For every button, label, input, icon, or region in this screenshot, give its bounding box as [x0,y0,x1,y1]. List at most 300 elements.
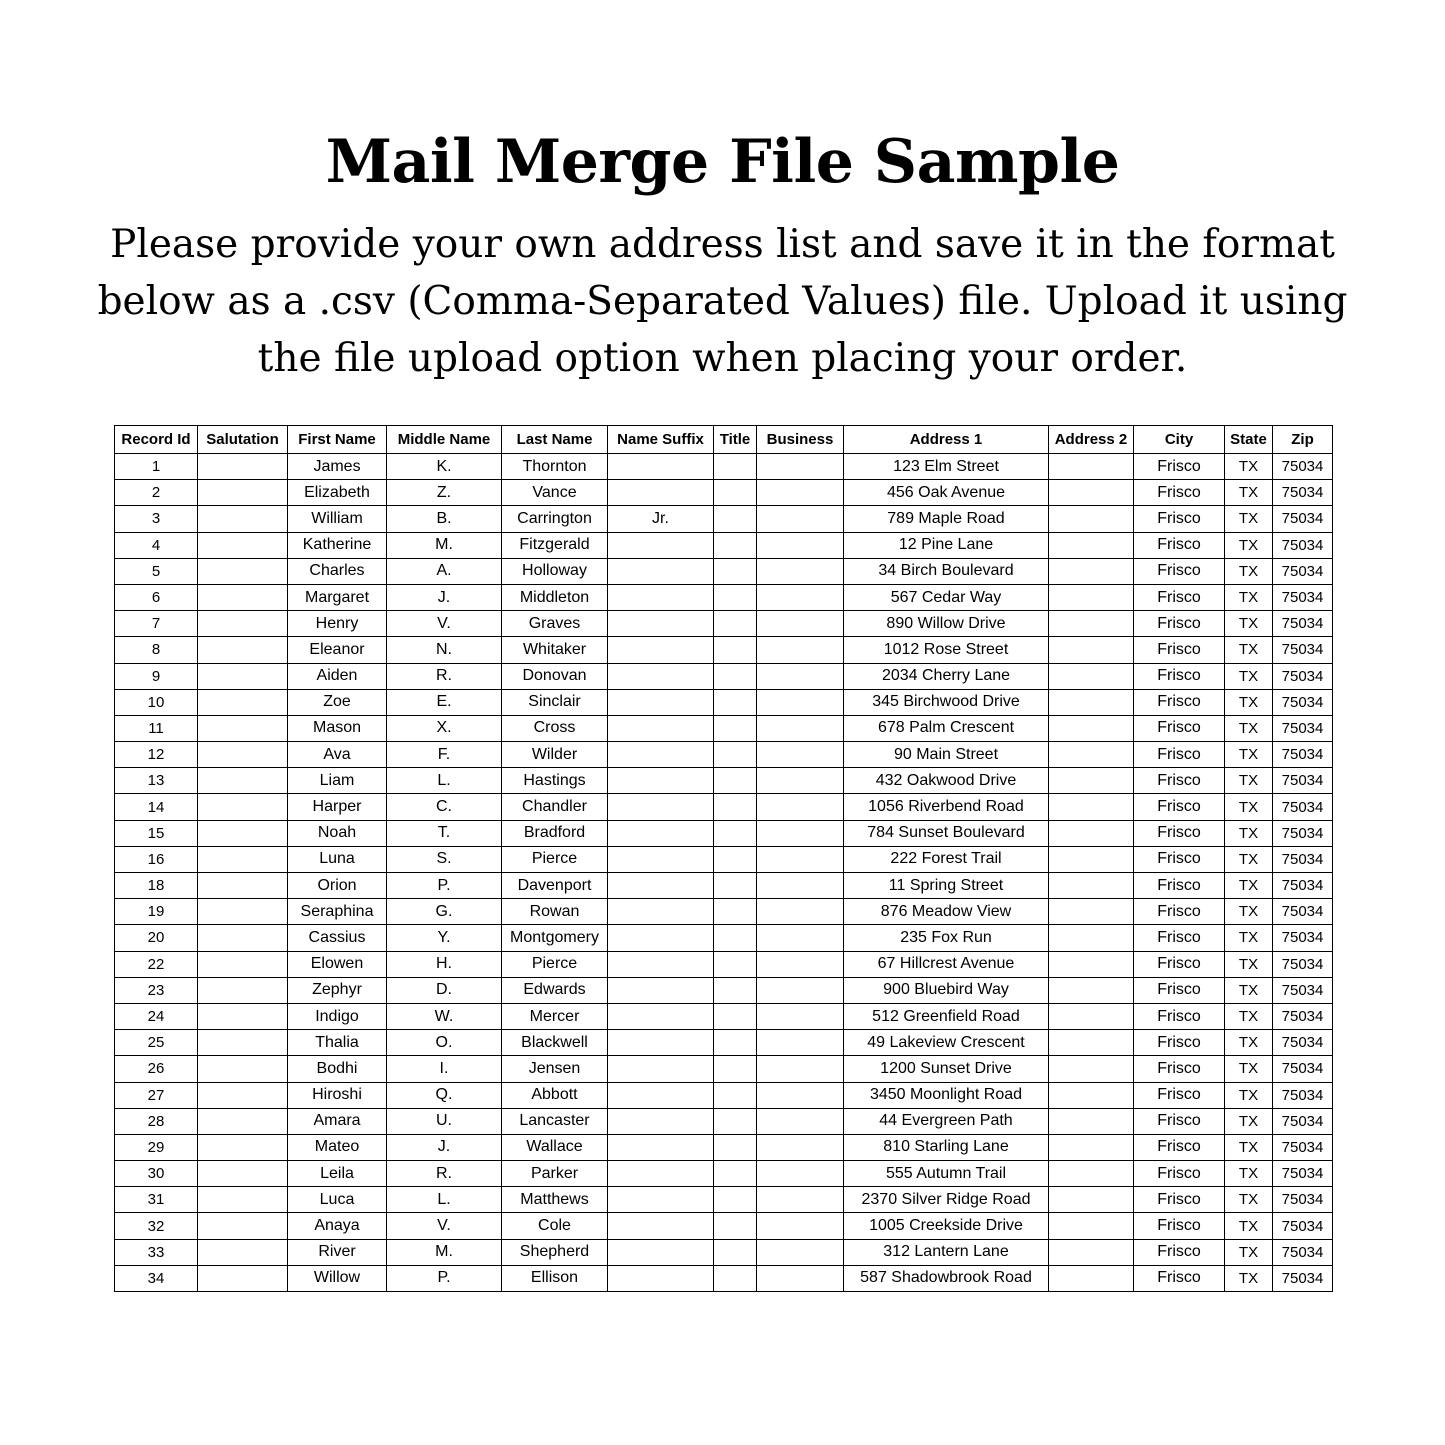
cell-record-id: 20 [115,925,198,951]
cell-address-1: 567 Cedar Way [844,584,1049,610]
cell-last-name: Holloway [502,558,608,584]
cell-city: Frisco [1134,611,1225,637]
cell-first-name: Indigo [288,1003,387,1029]
cell-last-name: Edwards [502,977,608,1003]
cell-last-name: Chandler [502,794,608,820]
cell-salutation [198,899,288,925]
cell-last-name: Parker [502,1161,608,1187]
cell-city: Frisco [1134,820,1225,846]
cell-city: Frisco [1134,454,1225,480]
cell-business [757,820,844,846]
cell-last-name: Lancaster [502,1108,608,1134]
cell-name-suffix [608,663,714,689]
cell-name-suffix [608,689,714,715]
cell-business [757,768,844,794]
cell-salutation [198,480,288,506]
cell-salutation [198,925,288,951]
cell-first-name: Charles [288,558,387,584]
cell-zip: 75034 [1273,611,1333,637]
cell-address-1: 235 Fox Run [844,925,1049,951]
cell-business [757,584,844,610]
cell-city: Frisco [1134,1030,1225,1056]
column-header-record-id: Record Id [115,426,198,454]
cell-address-1: 44 Evergreen Path [844,1108,1049,1134]
cell-zip: 75034 [1273,925,1333,951]
cell-name-suffix [608,873,714,899]
cell-first-name: Aiden [288,663,387,689]
cell-middle-name: A. [387,558,502,584]
cell-city: Frisco [1134,637,1225,663]
cell-business [757,1161,844,1187]
cell-city: Frisco [1134,742,1225,768]
cell-state: TX [1225,506,1273,532]
cell-address-2 [1049,1213,1134,1239]
cell-first-name: Willow [288,1265,387,1291]
cell-address-2 [1049,951,1134,977]
cell-zip: 75034 [1273,663,1333,689]
cell-record-id: 3 [115,506,198,532]
cell-state: TX [1225,1003,1273,1029]
cell-middle-name: U. [387,1108,502,1134]
table-row [115,506,1333,532]
column-header-address-1: Address 1 [844,426,1049,454]
cell-record-id: 14 [115,794,198,820]
cell-city: Frisco [1134,873,1225,899]
cell-title [714,951,757,977]
cell-state: TX [1225,1108,1273,1134]
cell-name-suffix [608,846,714,872]
cell-salutation [198,689,288,715]
cell-middle-name: G. [387,899,502,925]
cell-record-id: 34 [115,1265,198,1291]
cell-zip: 75034 [1273,1003,1333,1029]
cell-address-2 [1049,558,1134,584]
cell-city: Frisco [1134,768,1225,794]
cell-first-name: Mateo [288,1134,387,1160]
cell-address-1: 876 Meadow View [844,899,1049,925]
cell-city: Frisco [1134,977,1225,1003]
column-header-zip: Zip [1273,426,1333,454]
cell-address-1: 784 Sunset Boulevard [844,820,1049,846]
cell-middle-name: J. [387,1134,502,1160]
cell-address-1: 1056 Riverbend Road [844,794,1049,820]
cell-state: TX [1225,1030,1273,1056]
cell-title [714,532,757,558]
cell-record-id: 19 [115,899,198,925]
cell-middle-name: C. [387,794,502,820]
cell-title [714,558,757,584]
cell-name-suffix [608,899,714,925]
cell-first-name: Cassius [288,925,387,951]
cell-last-name: Graves [502,611,608,637]
cell-zip: 75034 [1273,977,1333,1003]
column-header-middle-name: Middle Name [387,426,502,454]
cell-name-suffix [608,1082,714,1108]
cell-name-suffix [608,480,714,506]
cell-business [757,558,844,584]
cell-address-1: 123 Elm Street [844,454,1049,480]
cell-city: Frisco [1134,506,1225,532]
cell-middle-name: O. [387,1030,502,1056]
cell-business [757,794,844,820]
cell-state: TX [1225,1239,1273,1265]
cell-name-suffix [608,637,714,663]
cell-address-2 [1049,584,1134,610]
cell-state: TX [1225,1265,1273,1291]
cell-salutation [198,1108,288,1134]
cell-state: TX [1225,480,1273,506]
cell-name-suffix: Jr. [608,506,714,532]
cell-title [714,584,757,610]
page-title: Mail Merge File Sample [325,127,1120,197]
cell-salutation [198,715,288,741]
cell-city: Frisco [1134,1265,1225,1291]
cell-business [757,663,844,689]
cell-business [757,637,844,663]
cell-zip: 75034 [1273,689,1333,715]
cell-last-name: Hastings [502,768,608,794]
cell-first-name: Bodhi [288,1056,387,1082]
cell-address-2 [1049,689,1134,715]
cell-business [757,1030,844,1056]
cell-city: Frisco [1134,1213,1225,1239]
cell-address-1: 49 Lakeview Crescent [844,1030,1049,1056]
cell-last-name: Pierce [502,951,608,977]
cell-business [757,532,844,558]
table-row [115,558,1333,584]
cell-zip: 75034 [1273,558,1333,584]
cell-name-suffix [608,1003,714,1029]
cell-salutation [198,1265,288,1291]
cell-address-1: 456 Oak Avenue [844,480,1049,506]
cell-address-1: 587 Shadowbrook Road [844,1265,1049,1291]
cell-middle-name: Y. [387,925,502,951]
cell-city: Frisco [1134,1239,1225,1265]
table-row [115,663,1333,689]
cell-state: TX [1225,558,1273,584]
cell-business [757,1265,844,1291]
column-header-address-2: Address 2 [1049,426,1134,454]
cell-city: Frisco [1134,899,1225,925]
cell-last-name: Wilder [502,742,608,768]
cell-record-id: 11 [115,715,198,741]
table-row [115,1239,1333,1265]
cell-record-id: 32 [115,1213,198,1239]
cell-first-name: Henry [288,611,387,637]
cell-address-2 [1049,1187,1134,1213]
cell-middle-name: Z. [387,480,502,506]
column-header-last-name: Last Name [502,426,608,454]
cell-last-name: Middleton [502,584,608,610]
page-instructions: Please provide your own address list and save it in the format below as a .csv (Comma-Separated Values) file. Upload it using the file upload option when placing your order. [97,222,1348,381]
cell-zip: 75034 [1273,637,1333,663]
column-header-name-suffix: Name Suffix [608,426,714,454]
cell-state: TX [1225,951,1273,977]
cell-record-id: 9 [115,663,198,689]
cell-title [714,715,757,741]
cell-title [714,1003,757,1029]
cell-city: Frisco [1134,480,1225,506]
cell-state: TX [1225,1161,1273,1187]
table-row [115,1161,1333,1187]
cell-business [757,715,844,741]
cell-state: TX [1225,794,1273,820]
cell-name-suffix [608,820,714,846]
cell-zip: 75034 [1273,951,1333,977]
cell-state: TX [1225,820,1273,846]
cell-state: TX [1225,637,1273,663]
cell-address-2 [1049,611,1134,637]
cell-title [714,480,757,506]
cell-zip: 75034 [1273,1056,1333,1082]
cell-last-name: Davenport [502,873,608,899]
cell-salutation [198,558,288,584]
cell-business [757,925,844,951]
cell-title [714,637,757,663]
cell-salutation [198,768,288,794]
cell-zip: 75034 [1273,1161,1333,1187]
cell-zip: 75034 [1273,820,1333,846]
cell-first-name: Orion [288,873,387,899]
cell-middle-name: E. [387,689,502,715]
table-row [115,1082,1333,1108]
cell-address-2 [1049,977,1134,1003]
table-row [115,768,1333,794]
cell-business [757,1134,844,1160]
cell-city: Frisco [1134,951,1225,977]
cell-business [757,454,844,480]
cell-middle-name: F. [387,742,502,768]
cell-last-name: Ellison [502,1265,608,1291]
cell-last-name: Bradford [502,820,608,846]
cell-address-1: 2034 Cherry Lane [844,663,1049,689]
cell-address-1: 678 Palm Crescent [844,715,1049,741]
cell-title [714,1239,757,1265]
table-row [115,899,1333,925]
cell-name-suffix [608,951,714,977]
cell-salutation [198,846,288,872]
cell-record-id: 6 [115,584,198,610]
table-row [115,820,1333,846]
cell-address-2 [1049,1056,1134,1082]
cell-title [714,1134,757,1160]
cell-zip: 75034 [1273,742,1333,768]
cell-middle-name: K. [387,454,502,480]
table-row [115,454,1333,480]
cell-address-2 [1049,506,1134,532]
cell-name-suffix [608,454,714,480]
cell-address-1: 11 Spring Street [844,873,1049,899]
cell-zip: 75034 [1273,1030,1333,1056]
cell-name-suffix [608,1239,714,1265]
cell-business [757,611,844,637]
cell-first-name: Thalia [288,1030,387,1056]
cell-state: TX [1225,768,1273,794]
cell-zip: 75034 [1273,1134,1333,1160]
mail-merge-table [114,425,1333,1292]
cell-title [714,977,757,1003]
cell-middle-name: P. [387,1265,502,1291]
cell-title [714,1213,757,1239]
cell-city: Frisco [1134,1056,1225,1082]
cell-address-2 [1049,1265,1134,1291]
cell-middle-name: V. [387,611,502,637]
cell-last-name: Blackwell [502,1030,608,1056]
cell-title [714,846,757,872]
cell-city: Frisco [1134,584,1225,610]
cell-first-name: William [288,506,387,532]
cell-state: TX [1225,689,1273,715]
cell-zip: 75034 [1273,899,1333,925]
cell-record-id: 28 [115,1108,198,1134]
cell-record-id: 25 [115,1030,198,1056]
table-row [115,1265,1333,1291]
cell-last-name: Jensen [502,1056,608,1082]
cell-state: TX [1225,899,1273,925]
cell-record-id: 22 [115,951,198,977]
cell-state: TX [1225,663,1273,689]
cell-address-2 [1049,742,1134,768]
cell-zip: 75034 [1273,715,1333,741]
cell-salutation [198,951,288,977]
cell-state: TX [1225,846,1273,872]
cell-state: TX [1225,1082,1273,1108]
cell-address-2 [1049,873,1134,899]
cell-middle-name: D. [387,977,502,1003]
cell-first-name: Seraphina [288,899,387,925]
cell-middle-name: L. [387,768,502,794]
cell-middle-name: R. [387,1161,502,1187]
cell-middle-name: Q. [387,1082,502,1108]
cell-zip: 75034 [1273,1082,1333,1108]
cell-address-2 [1049,1239,1134,1265]
cell-first-name: Ava [288,742,387,768]
cell-first-name: Katherine [288,532,387,558]
cell-salutation [198,794,288,820]
cell-address-2 [1049,846,1134,872]
cell-record-id: 12 [115,742,198,768]
cell-salutation [198,977,288,1003]
cell-first-name: Zoe [288,689,387,715]
cell-city: Frisco [1134,1187,1225,1213]
cell-zip: 75034 [1273,506,1333,532]
cell-record-id: 7 [115,611,198,637]
cell-business [757,480,844,506]
cell-salutation [198,584,288,610]
table-row [115,742,1333,768]
table-row [115,794,1333,820]
cell-address-2 [1049,715,1134,741]
cell-middle-name: X. [387,715,502,741]
cell-address-2 [1049,1108,1134,1134]
cell-address-2 [1049,899,1134,925]
cell-name-suffix [608,925,714,951]
cell-state: TX [1225,1187,1273,1213]
cell-city: Frisco [1134,1161,1225,1187]
cell-state: TX [1225,584,1273,610]
cell-name-suffix [608,1056,714,1082]
cell-zip: 75034 [1273,584,1333,610]
cell-salutation [198,611,288,637]
cell-name-suffix [608,558,714,584]
table-row [115,480,1333,506]
cell-title [714,794,757,820]
cell-address-1: 90 Main Street [844,742,1049,768]
table-row [115,925,1333,951]
cell-first-name: Mason [288,715,387,741]
cell-title [714,899,757,925]
table-row [115,951,1333,977]
cell-record-id: 24 [115,1003,198,1029]
cell-first-name: Amara [288,1108,387,1134]
cell-salutation [198,742,288,768]
cell-name-suffix [608,611,714,637]
cell-zip: 75034 [1273,846,1333,872]
table-row [115,715,1333,741]
cell-record-id: 30 [115,1161,198,1187]
cell-address-1: 512 Greenfield Road [844,1003,1049,1029]
cell-city: Frisco [1134,715,1225,741]
cell-middle-name: J. [387,584,502,610]
cell-middle-name: M. [387,1239,502,1265]
table-row [115,1213,1333,1239]
cell-middle-name: W. [387,1003,502,1029]
table-row [115,1030,1333,1056]
column-header-city: City [1134,426,1225,454]
cell-city: Frisco [1134,846,1225,872]
cell-state: TX [1225,977,1273,1003]
cell-business [757,506,844,532]
cell-record-id: 1 [115,454,198,480]
column-header-title: Title [714,426,757,454]
cell-record-id: 29 [115,1134,198,1160]
cell-state: TX [1225,1056,1273,1082]
cell-title [714,768,757,794]
cell-address-1: 810 Starling Lane [844,1134,1049,1160]
cell-address-2 [1049,1134,1134,1160]
cell-title [714,925,757,951]
cell-name-suffix [608,715,714,741]
cell-last-name: Cole [502,1213,608,1239]
cell-business [757,977,844,1003]
cell-record-id: 13 [115,768,198,794]
cell-last-name: Wallace [502,1134,608,1160]
cell-salutation [198,454,288,480]
cell-first-name: Hiroshi [288,1082,387,1108]
cell-first-name: Liam [288,768,387,794]
cell-state: TX [1225,611,1273,637]
cell-address-2 [1049,1161,1134,1187]
cell-address-1: 222 Forest Trail [844,846,1049,872]
cell-address-1: 12 Pine Lane [844,532,1049,558]
cell-first-name: River [288,1239,387,1265]
cell-city: Frisco [1134,925,1225,951]
cell-last-name: Cross [502,715,608,741]
table-row [115,689,1333,715]
cell-middle-name: L. [387,1187,502,1213]
cell-title [714,1030,757,1056]
cell-title [714,1187,757,1213]
cell-salutation [198,1082,288,1108]
table-row [115,1003,1333,1029]
cell-address-2 [1049,480,1134,506]
cell-first-name: Zephyr [288,977,387,1003]
cell-name-suffix [608,1134,714,1160]
cell-business [757,846,844,872]
cell-name-suffix [608,1108,714,1134]
cell-address-2 [1049,1082,1134,1108]
cell-record-id: 26 [115,1056,198,1082]
